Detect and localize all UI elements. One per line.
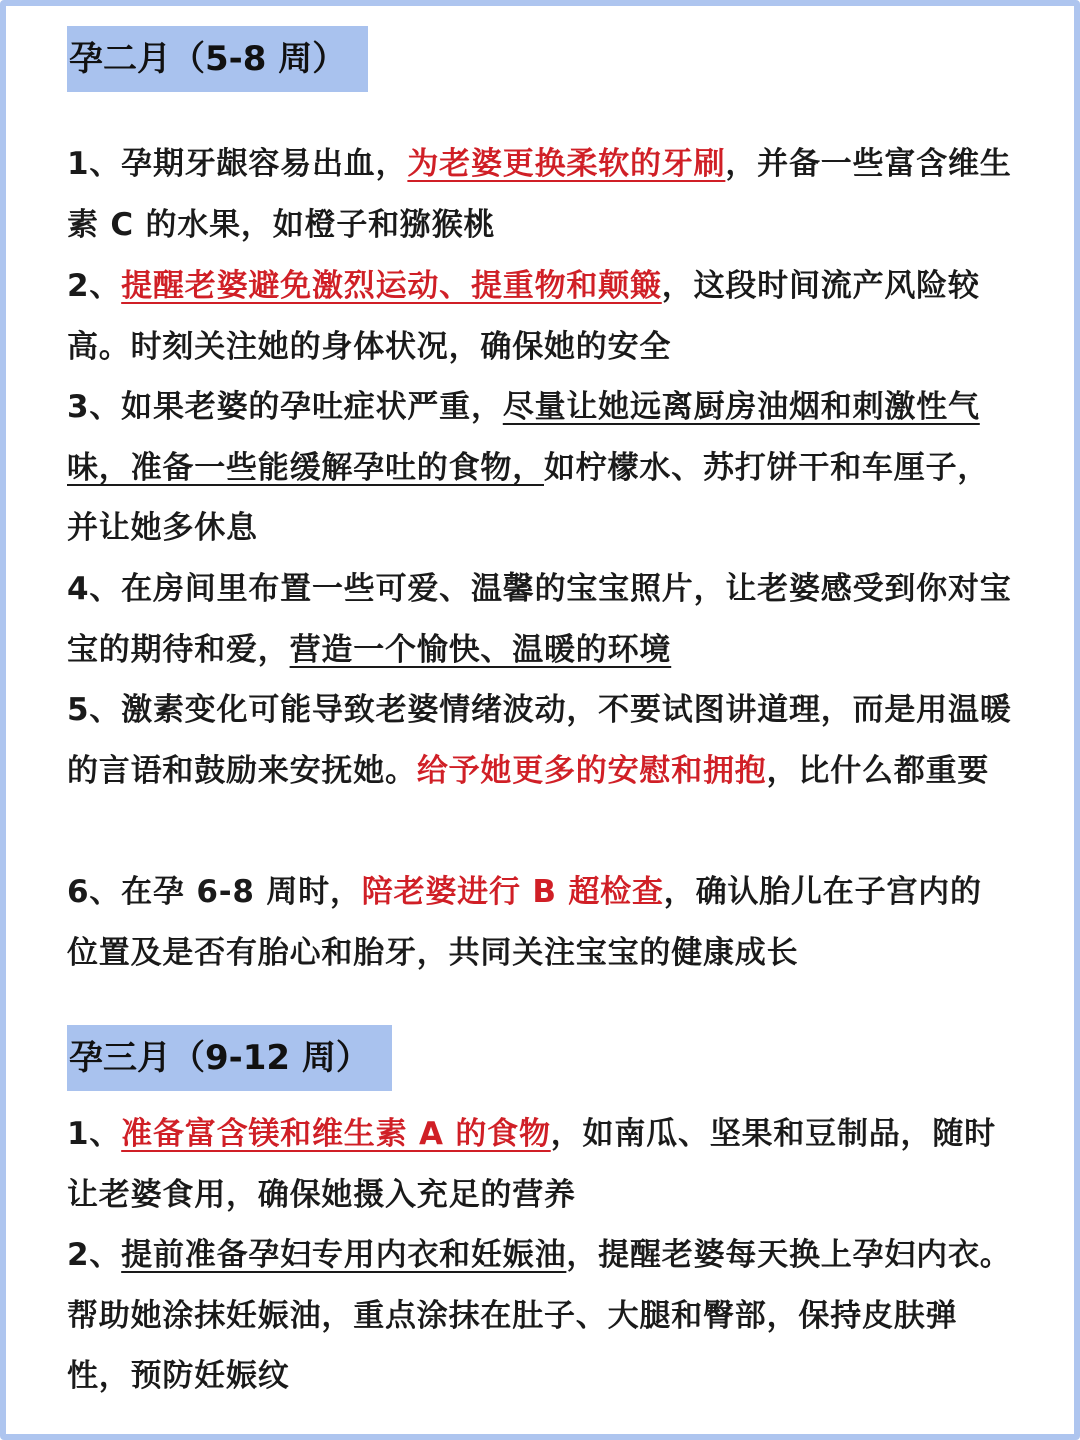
item-number: 1、 xyxy=(67,1116,122,1152)
item-number: 2、 xyxy=(67,1237,122,1273)
item-text: 在孕 6-8 周时， xyxy=(121,874,362,910)
item-text: ，确认胎儿在子宫内的位置及是否有胎心和胎牙，共同关注宝宝的健康成长 xyxy=(67,874,982,971)
item-number: 5、 xyxy=(67,692,122,728)
list-item xyxy=(67,559,1012,680)
list-item xyxy=(67,1225,1012,1407)
item-underline: 提前准备孕妇专用内衣和妊娠油 xyxy=(121,1237,567,1273)
item-number: 1、 xyxy=(67,146,122,182)
list-item xyxy=(67,680,1012,801)
list-item xyxy=(67,134,1012,255)
item-number: 2、 xyxy=(67,268,122,304)
item-text: 激素变化可能导致老婆情绪波动，不要试图讲道理，而是用温暖的言语和鼓励来安抚她。 xyxy=(67,692,1012,789)
item-text: ，比什么都重要 xyxy=(766,752,990,789)
section-heading-month-2: 孕二月（5-8 周） xyxy=(67,26,368,92)
item-highlight: 给予她更多的安慰和拥抱 xyxy=(416,752,767,789)
item-text: ，如南瓜、坚果和豆制品，随时让老婆食用，确保她摄入充足的营养 xyxy=(67,1116,996,1213)
list-item xyxy=(67,862,1012,983)
item-number: 4、 xyxy=(67,571,122,607)
list-item xyxy=(67,1104,1012,1225)
item-highlight: 陪老婆进行 B 超检查 xyxy=(361,874,664,910)
item-text: ，提醒老婆每天换上孕妇内衣。帮助她涂抹妊娠油，重点涂抹在肚子、大腿和臀部，保持皮肤弹性，预防妊娠纹 xyxy=(67,1237,1012,1394)
item-text: ，这段时间流产风险较高。时刻关注她的身体状况，确保她的安全 xyxy=(67,268,980,365)
item-text: 在房间里布置一些可爱、温馨的宝宝照片，让老婆感受到你对宝宝的期待和爱， xyxy=(67,571,1012,668)
item-highlight: 提醒老婆避免激烈运动、提重物和颠簸 xyxy=(121,268,662,304)
item-number: 6、 xyxy=(67,874,122,910)
list-item xyxy=(67,377,1012,559)
item-text: ，并备一些富含维生素 C 的水果，如橙子和猕猴桃 xyxy=(67,146,1012,243)
item-text: 如柠檬水、苏打饼干和车厘子，并让她多休息 xyxy=(67,449,990,546)
item-underline: 营造一个愉快、温暖的环境 xyxy=(289,631,672,668)
item-highlight: 准备富含镁和维生素 A 的食物 xyxy=(121,1116,551,1152)
item-text: 如果老婆的孕吐症状严重， xyxy=(121,389,503,425)
item-text: 孕期牙龈容易出血， xyxy=(121,146,408,182)
item-underline: 尽量让她远离厨房油烟和刺激性气味，准备一些能缓解孕吐的食物， xyxy=(67,389,980,486)
item-number: 3、 xyxy=(67,389,122,425)
item-highlight: 为老婆更换柔软的牙刷 xyxy=(407,146,726,182)
list-item xyxy=(67,256,1012,377)
section-heading-month-3: 孕三月（9-12 周） xyxy=(67,1025,392,1091)
